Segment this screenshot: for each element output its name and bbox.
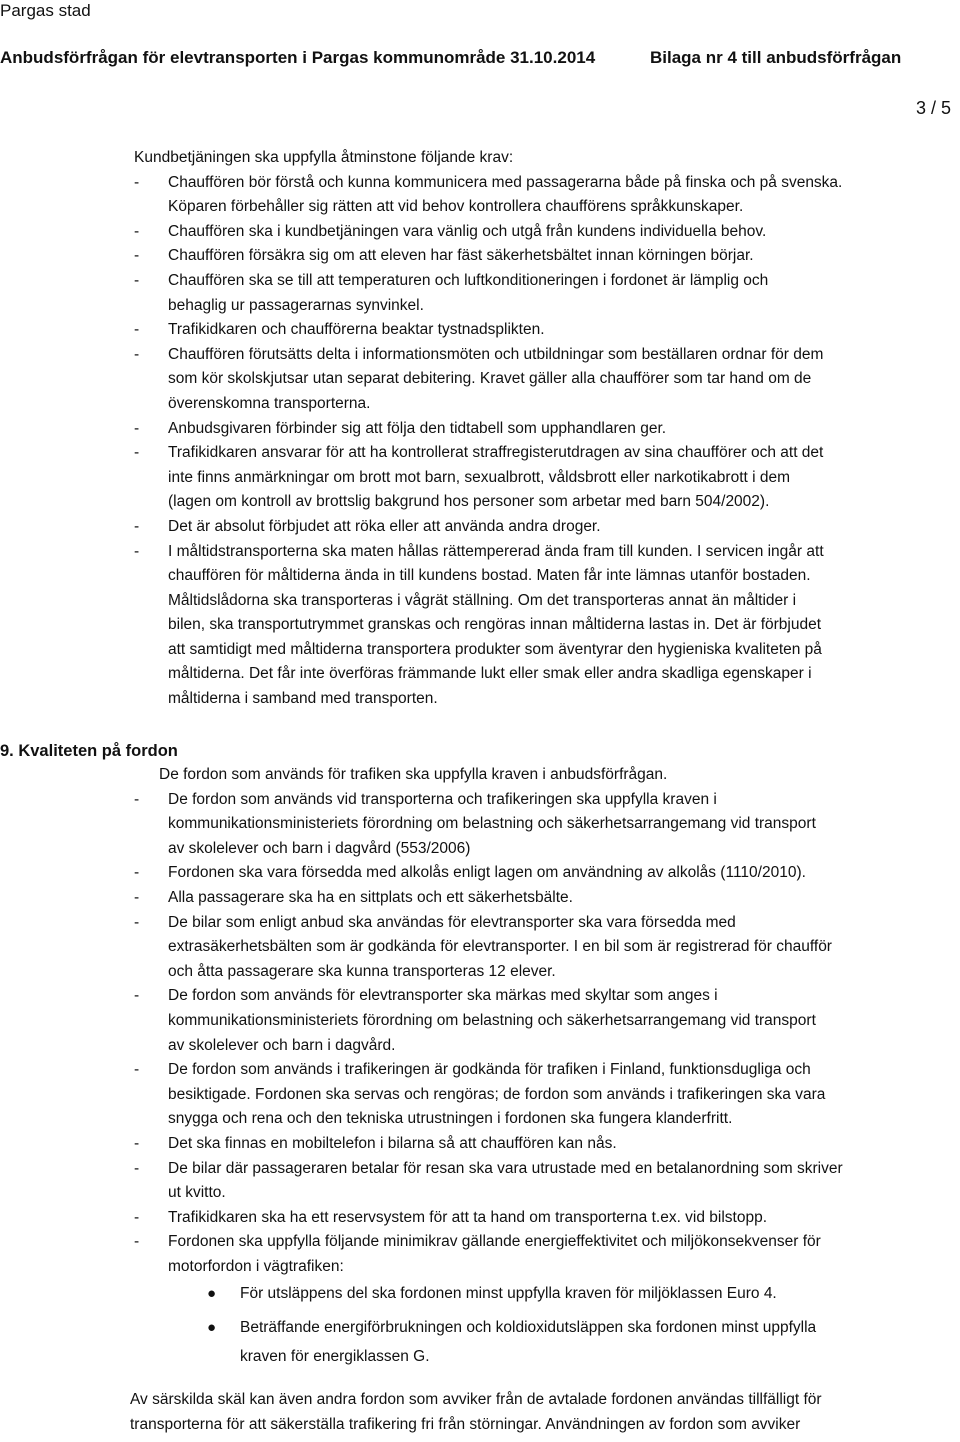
list-item — [134, 417, 960, 442]
list-item — [134, 1132, 960, 1157]
list-item-line: Fordonen ska vara försedda med alkolås enligt lagen om användning av alkolås (1110/2010). — [168, 864, 806, 882]
bullet-item — [207, 1282, 960, 1311]
list-item-line: snygga och rena och den tekniska utrustningen i fordonen ska fungera klanderfritt. — [168, 1110, 733, 1128]
dash-marker: - — [134, 517, 140, 535]
dash-marker: - — [134, 1233, 140, 1251]
section-heading: 9. Kvaliteten på fordon — [0, 742, 178, 760]
list-item — [134, 1157, 960, 1206]
dash-marker: - — [134, 444, 140, 462]
dash-marker: - — [134, 271, 140, 289]
list-item-line: chauffören för måltiderna ända in till kundens bostad. Maten får inte lämnas utanför bostaden. — [168, 567, 811, 585]
dash-marker: - — [134, 1061, 140, 1079]
list-item-line: att samtidigt med måltiderna transportera produkter som äventyrar den hygieniska kvaliteten på — [168, 640, 822, 658]
list-item — [134, 318, 960, 343]
list-item-line: extrasäkerhetsbälten som är godkända för elevtransporter. I en bil som är registrerad för chaufför — [168, 938, 832, 956]
bullet-line: kraven för energiklassen G. — [240, 1348, 430, 1366]
list-item — [134, 244, 960, 269]
list-item-line: Måltidslådorna ska transporteras i vågrät ställning. Om det transporteras annat än måltider i — [168, 591, 797, 609]
service-requirements-list — [134, 171, 960, 712]
list-item — [134, 788, 960, 862]
page-number: 3 / 5 — [916, 98, 952, 118]
bullet-line: Beträffande energiförbrukningen och koldioxidutsläppen ska fordonen minst uppfylla — [240, 1319, 817, 1337]
list-item-line: Chauffören ska i kundbetjäningen vara vänlig och utgå från kundens individuella behov. — [168, 222, 767, 240]
list-item — [134, 886, 960, 911]
list-item-line: Alla passagerare ska ha en sittplats och ett säkerhetsbälte. — [168, 888, 573, 906]
closing-paragraph — [130, 1388, 960, 1437]
list-item — [134, 343, 960, 417]
list-item-line: behaglig ur passagerarnas synvinkel. — [168, 296, 424, 314]
bullet-line: För utsläppens del ska fordonen minst uppfylla kraven för miljöklassen Euro 4. — [240, 1285, 777, 1303]
list-item-line: bilen, ska transportutrymmet granskas och rengöras innan måltiderna lastas in. Det är förbjudet — [168, 616, 822, 634]
list-item-line: av skolelever och barn i dagvård. — [168, 1036, 396, 1054]
list-item-line: Det ska finnas en mobiltelefon i bilarna så att chauffören kan nås. — [168, 1134, 617, 1152]
dash-marker: - — [134, 542, 140, 560]
service-section — [134, 146, 960, 712]
list-item — [134, 984, 960, 1058]
list-item — [134, 540, 960, 712]
list-item-line: ut kvitto. — [168, 1184, 226, 1202]
list-item-line: och åtta passagerare ska kunna transporteras 12 elever. — [168, 962, 556, 980]
list-item-line: Chauffören bör förstå och kunna kommunicera med passagerarna både på finska och på svenska. — [168, 173, 843, 191]
vehicle-intro: De fordon som används för trafiken ska uppfylla kraven i anbudsförfrågan. — [159, 766, 668, 783]
list-item-line: De fordon som används för elevtransporter ska märkas med skyltar som anges i — [168, 987, 718, 1005]
list-item — [134, 220, 960, 245]
list-item-line: Det är absolut förbjudet att röka eller att använda andra droger. — [168, 517, 601, 535]
list-item-line: Trafikidkaren ansvarar för att ha kontrollerat straffregisterutdragen av sina chaufförer och att det — [168, 444, 824, 462]
list-item-line: De bilar där passageraren betalar för resan ska vara utrustade med en betalanordning som skriver — [168, 1159, 843, 1177]
list-item-line: (lagen om kontroll av brottslig bakgrund hos personer som arbetar med barn 504/2002). — [168, 493, 770, 511]
vehicle-requirements-list — [134, 788, 960, 1280]
list-item-line: Chauffören förutsätts delta i informationsmöten och utbildningar som beställaren ordnar för dem — [168, 345, 824, 363]
dash-marker: - — [134, 888, 140, 906]
list-item — [134, 441, 960, 515]
list-item-line: De fordon som används vid transporterna och trafikeringen ska uppfylla kraven i — [168, 790, 717, 808]
list-item-line: Köparen förbehåller sig rätten att vid behov kontrollera chaufförens språkkunskaper. — [168, 198, 744, 216]
list-item — [134, 1206, 960, 1231]
list-item-line: Fordonen ska uppfylla följande minimikrav gällande energieffektivitet och miljökonsekvenser för — [168, 1233, 821, 1251]
service-intro: Kundbetjäningen ska uppfylla åtminstone följande krav: — [134, 149, 514, 166]
list-item-line: Trafikidkaren ska ha ett reservsystem för att ta hand om transporterna t.ex. vid bilstopp. — [168, 1208, 768, 1226]
closing-line: Av särskilda skäl kan även andra fordon som avviker från de avtalade fordonen användas tillfälligt för — [130, 1391, 822, 1409]
dash-marker: - — [134, 790, 140, 808]
list-item-line: måltiderna. Det får inte överföras främmande lukt eller smak eller andra skadliga egenskaper i — [168, 665, 812, 683]
dash-marker: - — [134, 173, 140, 191]
list-item-line: De bilar som enligt anbud ska användas för elevtransporter ska vara försedda med — [168, 913, 736, 931]
dash-marker: - — [134, 1134, 140, 1152]
dash-marker: - — [134, 987, 140, 1005]
list-item — [134, 861, 960, 886]
list-item — [134, 1058, 960, 1132]
dash-marker: - — [134, 222, 140, 240]
vehicle-section — [130, 763, 960, 1438]
dash-marker: - — [134, 864, 140, 882]
list-item-line: I måltidstransporterna ska maten hållas rättempererad ända fram till kunden. I servicen ingår att — [168, 542, 824, 560]
dash-marker: - — [134, 321, 140, 339]
list-item-line: överenskomna transporterna. — [168, 394, 371, 412]
header-title: Anbudsförfrågan för elevtransporten i Pargas kommunområde 31.10.2014 — [0, 48, 596, 67]
emission-bullet-list — [134, 1282, 960, 1374]
list-item-line: Chauffören ska se till att temperaturen och luftkonditioneringen i fordonet är lämplig och — [168, 271, 769, 289]
list-item-line: Anbudsgivaren förbinder sig att följa den tidtabell som upphandlaren ger. — [168, 419, 667, 437]
list-item-line: motorfordon i vägtrafiken: — [168, 1257, 344, 1275]
list-item-line: besiktigade. Fordonen ska servas och rengöras; de fordon som används i trafikeringen ska vara — [168, 1085, 826, 1103]
list-item-line: kommunikationsministeriets förordning om belastning och säkerhetsarrangemang vid transport — [168, 815, 816, 833]
list-item — [134, 515, 960, 540]
list-item-line: De fordon som används i trafikeringen är godkända för trafiken i Finland, funktionsdugliga och — [168, 1061, 811, 1079]
list-item — [134, 911, 960, 985]
dash-marker: - — [134, 1159, 140, 1177]
bullet-item — [207, 1316, 960, 1374]
list-item-line: som kör skolskjutsar utan separat debitering. Kravet gäller alla chaufförer som tar hand om de — [168, 370, 812, 388]
header-organization: Pargas stad — [0, 1, 91, 20]
dash-marker: - — [134, 247, 140, 265]
bullet-icon: ● — [207, 1319, 217, 1337]
bullet-icon: ● — [207, 1285, 217, 1303]
list-item-line: måltiderna i samband med transporten. — [168, 690, 438, 708]
dash-marker: - — [134, 1208, 140, 1226]
dash-marker: - — [134, 419, 140, 437]
header-annex: Bilaga nr 4 till anbudsförfrågan — [650, 48, 902, 67]
list-item — [134, 269, 960, 318]
dash-marker: - — [134, 345, 140, 363]
list-item-line: Trafikidkaren och chaufförerna beaktar tystnadsplikten. — [168, 321, 545, 339]
list-item-line: kommunikationsministeriets förordning om belastning och säkerhetsarrangemang vid transport — [168, 1011, 816, 1029]
closing-line: transporterna för att säkerställa trafikering fri från störningar. Användningen av fordon som avviker — [130, 1416, 801, 1434]
list-item — [134, 1230, 960, 1279]
list-item — [134, 171, 960, 220]
list-item-line: av skolelever och barn i dagvård (553/2006) — [168, 839, 471, 857]
list-item-line: Chauffören försäkra sig om att eleven har fäst säkerhetsbältet innan körningen börjar. — [168, 247, 754, 265]
list-item-line: inte finns anmärkningar om brott mot barn, sexualbrott, våldsbrott eller narkotikabrott i dem — [168, 468, 791, 486]
dash-marker: - — [134, 913, 140, 931]
